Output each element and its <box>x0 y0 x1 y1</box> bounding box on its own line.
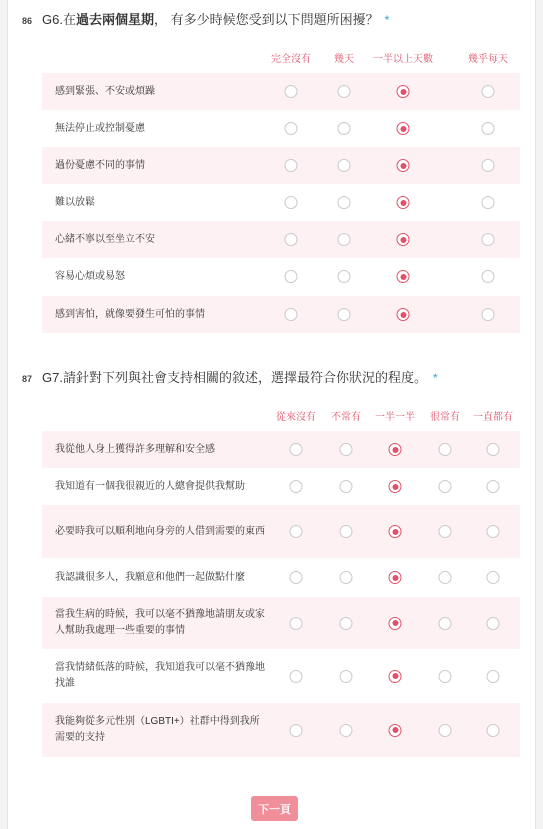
matrix-row <box>42 431 520 468</box>
radio-option[interactable] <box>290 724 303 737</box>
row-label: 心緒不寧以至坐立不安 <box>55 233 155 245</box>
radio-option[interactable] <box>487 571 500 584</box>
radio-option[interactable] <box>338 270 351 283</box>
radio-option[interactable] <box>482 270 495 283</box>
survey-page <box>7 0 536 829</box>
radio-option[interactable] <box>285 196 298 209</box>
row-label: 必要時我可以順利地向身旁的人借到需要的東西 <box>55 525 265 537</box>
question-title: G6.在過去兩個星期， 有多少時候您受到以下問題所困擾？ <box>42 12 379 27</box>
radio-option[interactable] <box>340 670 353 683</box>
radio-option[interactable] <box>389 525 402 538</box>
radio-option[interactable] <box>389 480 402 493</box>
radio-option[interactable] <box>439 443 452 456</box>
radio-option[interactable] <box>482 85 495 98</box>
question-title: G7.請針對下列與社會支持相關的敘述，選擇最符合你狀況的程度。 <box>42 370 427 385</box>
question-86-header <box>22 9 389 28</box>
radio-option[interactable] <box>389 571 402 584</box>
radio-option[interactable] <box>439 617 452 630</box>
radio-option[interactable] <box>397 233 410 246</box>
column-header: 很常有 <box>430 412 460 423</box>
radio-option[interactable] <box>482 233 495 246</box>
row-label: 我知道有一個我很親近的人總會提供我幫助 <box>55 480 245 492</box>
matrix-row <box>42 703 520 757</box>
radio-option[interactable] <box>340 617 353 630</box>
radio-option[interactable] <box>340 525 353 538</box>
matrix-row <box>42 649 520 703</box>
radio-option[interactable] <box>285 270 298 283</box>
radio-option[interactable] <box>338 233 351 246</box>
radio-option[interactable] <box>487 443 500 456</box>
radio-option[interactable] <box>290 571 303 584</box>
radio-option[interactable] <box>389 617 402 630</box>
row-label: 我從他人身上獲得許多理解和安全感 <box>55 443 215 455</box>
radio-option[interactable] <box>397 196 410 209</box>
radio-option[interactable] <box>340 571 353 584</box>
matrix-row <box>42 468 520 505</box>
radio-option[interactable] <box>340 480 353 493</box>
matrix-row <box>42 258 520 295</box>
radio-option[interactable] <box>338 159 351 172</box>
radio-option[interactable] <box>285 233 298 246</box>
column-header: 幾乎每天 <box>468 54 508 65</box>
row-label: 過份憂慮不同的事情 <box>55 159 145 171</box>
radio-option[interactable] <box>340 443 353 456</box>
question-87-header <box>22 367 438 386</box>
question-number: 87 <box>22 374 33 384</box>
radio-option[interactable] <box>285 122 298 135</box>
radio-option[interactable] <box>397 159 410 172</box>
radio-option[interactable] <box>290 617 303 630</box>
radio-option[interactable] <box>487 480 500 493</box>
matrix-row <box>42 558 520 597</box>
radio-option[interactable] <box>487 670 500 683</box>
column-header: 不常有 <box>331 412 361 423</box>
radio-option[interactable] <box>439 525 452 538</box>
radio-option[interactable] <box>340 724 353 737</box>
question-number: 86 <box>22 16 33 26</box>
column-header: 一半一半 <box>375 412 415 423</box>
required-mark: * <box>384 13 390 27</box>
matrix-row <box>42 221 520 258</box>
row-label: 感到害怕，就像要發生可怕的事情 <box>55 308 205 320</box>
matrix-row <box>42 110 520 147</box>
radio-option[interactable] <box>439 724 452 737</box>
required-mark: * <box>432 371 438 385</box>
radio-option[interactable] <box>397 122 410 135</box>
radio-option[interactable] <box>389 670 402 683</box>
radio-option[interactable] <box>482 196 495 209</box>
radio-option[interactable] <box>439 670 452 683</box>
radio-option[interactable] <box>338 85 351 98</box>
radio-option[interactable] <box>338 122 351 135</box>
radio-option[interactable] <box>397 270 410 283</box>
row-label: 我能夠從多元性別（LGBTI+）社群中得到我所需要的支持 <box>55 716 260 743</box>
radio-option[interactable] <box>397 308 410 321</box>
radio-option[interactable] <box>397 85 410 98</box>
radio-option[interactable] <box>482 159 495 172</box>
radio-option[interactable] <box>487 724 500 737</box>
radio-option[interactable] <box>290 480 303 493</box>
radio-option[interactable] <box>389 443 402 456</box>
radio-option[interactable] <box>487 525 500 538</box>
row-label: 當我情緒低落的時候，我知道我可以毫不猶豫地找誰 <box>55 662 265 689</box>
matrix-row <box>42 73 520 110</box>
radio-option[interactable] <box>290 443 303 456</box>
column-header: 完全沒有 <box>271 54 311 65</box>
radio-option[interactable] <box>482 308 495 321</box>
matrix-row <box>42 296 520 333</box>
radio-option[interactable] <box>338 308 351 321</box>
radio-option[interactable] <box>439 571 452 584</box>
row-label: 容易心煩或易怒 <box>55 270 125 282</box>
radio-option[interactable] <box>482 122 495 135</box>
radio-option[interactable] <box>290 670 303 683</box>
column-header: 從來沒有 <box>276 412 316 423</box>
radio-option[interactable] <box>290 525 303 538</box>
row-label: 我認識很多人，我願意和他們一起做點什麼 <box>55 571 245 583</box>
row-label: 難以放鬆 <box>55 196 95 208</box>
radio-option[interactable] <box>487 617 500 630</box>
row-label: 當我生病的時候，我可以毫不猶豫地請朋友或家人幫助我處理一些重要的事情 <box>55 609 265 636</box>
radio-option[interactable] <box>285 308 298 321</box>
matrix-row <box>42 184 520 221</box>
radio-option[interactable] <box>389 724 402 737</box>
column-header: 幾天 <box>334 54 354 65</box>
matrix-row <box>42 597 520 649</box>
row-label: 無法停止或控制憂慮 <box>55 122 145 134</box>
row-label: 感到緊張、不安或煩躁 <box>55 85 155 97</box>
next-page-button[interactable]: 下一頁 <box>251 796 298 821</box>
radio-option[interactable] <box>285 85 298 98</box>
radio-option[interactable] <box>338 196 351 209</box>
matrix-row <box>42 147 520 184</box>
column-header: 一直都有 <box>473 412 513 423</box>
column-header: 一半以上天數 <box>373 54 433 65</box>
radio-option[interactable] <box>285 159 298 172</box>
matrix-row <box>42 505 520 558</box>
radio-option[interactable] <box>439 480 452 493</box>
